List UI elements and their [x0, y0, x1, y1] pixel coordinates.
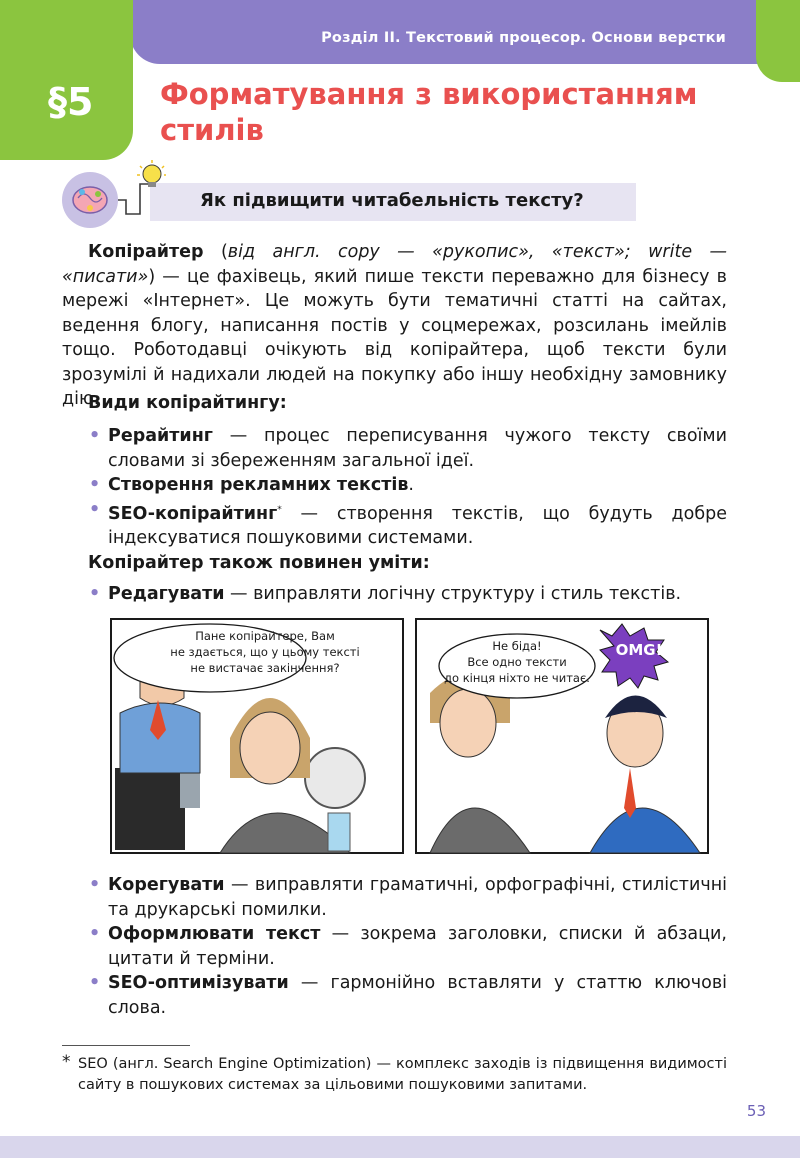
term-copywriter: Копірайтер	[88, 242, 204, 262]
types-heading: Види копірайтингу:	[88, 393, 287, 413]
title-line-2: стилів	[160, 113, 264, 147]
footnote-marker: *	[277, 504, 282, 515]
bubble-line: Пане копірайтере, Вам	[195, 629, 335, 643]
corner-decoration	[756, 0, 800, 82]
skills-heading: Копірайтер також повинен уміти:	[88, 553, 430, 573]
bottom-band	[0, 1136, 800, 1158]
item-text: — створення текстів, що будуть добре індексуватися пошуковими системами.	[108, 503, 727, 548]
item-term: Редагувати	[108, 584, 225, 604]
question-heading: Як підвищити читабельність тексту?	[200, 190, 584, 211]
item-term: Рерайтинг	[108, 426, 213, 446]
list-item	[88, 971, 727, 1020]
footnote-text: SEO (англ. Search Engine Optimization) — комплекс заходів із підвищення видимості сайту в пошукових системах за цільовими пошуковими запитами.	[78, 1056, 727, 1093]
bubble-line: до кінця ніхто не читає.	[444, 671, 590, 685]
item-text: — виправляти логічну структуру і стиль текстів.	[224, 584, 682, 604]
list-item	[88, 498, 727, 551]
bubble-line: не здається, що у цьому тексті	[170, 645, 360, 659]
types-list	[88, 424, 727, 550]
bubble-line: Все одно тексти	[467, 655, 567, 669]
item-text: — виправляти граматичні, орфографічні, стилістичні та друкарські помилки.	[108, 875, 727, 920]
page-title	[160, 76, 697, 148]
item-term: Корегувати	[108, 875, 225, 895]
list-item	[88, 424, 727, 473]
item-term: SEO-оптимізувати	[108, 973, 289, 993]
page-number: 53	[746, 1102, 766, 1120]
comic-panel-right	[416, 619, 708, 853]
list-item	[88, 473, 727, 498]
skills-list-bottom	[88, 873, 727, 1020]
item-term: Оформлювати текст	[108, 924, 321, 944]
footnote-star: *	[62, 1052, 71, 1072]
brain-idea-icon	[56, 160, 166, 230]
item-text: — гармонійно вставляти у статтю ключові слова.	[108, 973, 727, 1018]
term-origin: від англ. copy — «рукопис», «текст»; write — «писати»	[62, 242, 727, 287]
omg-sticker: OMG!	[615, 641, 663, 659]
item-text: .	[408, 475, 414, 495]
title-line-1: Форматування з використанням	[160, 77, 698, 111]
list-item	[88, 582, 727, 607]
skills-list-top	[88, 582, 727, 607]
list-item	[88, 922, 727, 971]
item-text: — зокрема заголовки, списки й абзаци, цитати й терміни.	[108, 924, 727, 969]
footnote-rule	[62, 1045, 190, 1046]
intro-rest: ) — це фахівець, який пише тексти переважно для бізнесу в мережі «Інтернет». Це можуть бути тематичні статті на сайтах, ведення блогу, написання постів у соцмережах, розсилань імейлів тощо. Роботодавці очікують від копірайтера, щоб тексти були зрозумілі й надихали людей на покупку або іншу необхідну замовнику дію.	[62, 266, 727, 409]
comic-illustration	[110, 618, 710, 854]
item-term: Створення рекламних текстів	[108, 475, 409, 495]
chapter-title: Розділ ІІ. Текстовий процесор. Основи верстки	[321, 30, 726, 46]
list-item	[88, 873, 727, 922]
bubble-line: Не біда!	[492, 639, 542, 653]
section-number: §5	[48, 80, 94, 124]
footnote	[62, 1054, 727, 1096]
item-text: — процес переписування чужого тексту своїми словами зі збереженням загальної ідеї.	[108, 426, 727, 471]
item-term: SEO-копірайтинг	[108, 503, 278, 524]
intro-paragraph	[62, 240, 727, 412]
bubble-line: не вистачає закінчення?	[190, 661, 340, 675]
comic-panel-left	[111, 619, 403, 853]
paren-open: (	[203, 242, 228, 262]
